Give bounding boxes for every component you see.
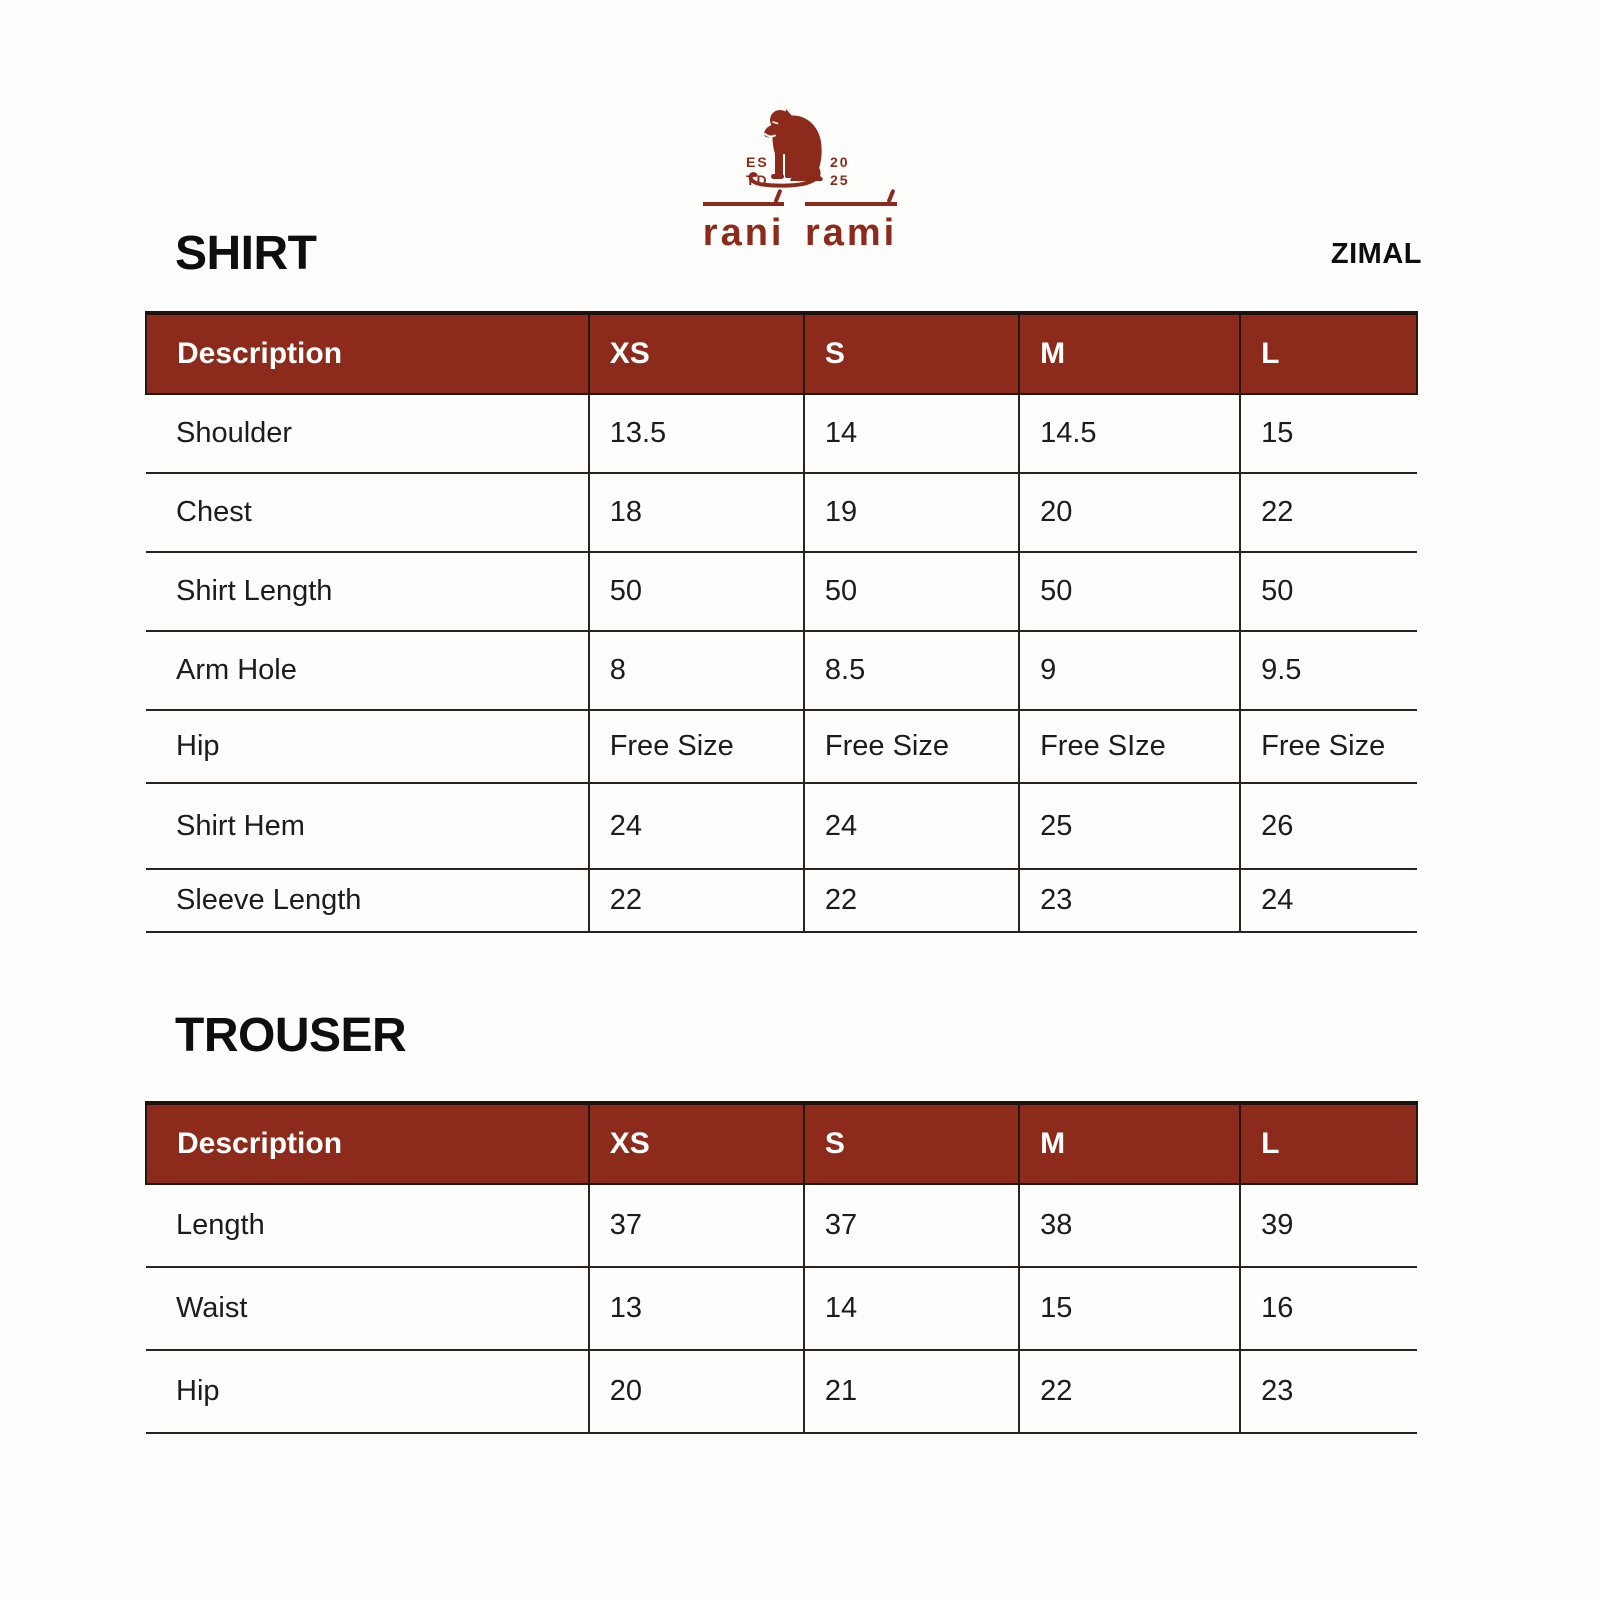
size-column-header: S: [804, 313, 1019, 394]
table-row: [146, 552, 1417, 631]
size-value: 15: [1019, 1267, 1240, 1350]
size-column-header: M: [1019, 1103, 1240, 1184]
size-value: 16: [1240, 1267, 1417, 1350]
size-value: 26: [1240, 783, 1417, 869]
size-value: Free Size: [804, 710, 1019, 783]
size-value: 13.5: [589, 394, 804, 473]
size-value: 50: [1240, 552, 1417, 631]
measurement-label: Shoulder: [146, 394, 589, 473]
size-value: 9.5: [1240, 631, 1417, 710]
size-value: 14.5: [1019, 394, 1240, 473]
table-row: [146, 473, 1417, 552]
size-value: 8: [589, 631, 804, 710]
measurement-label: Shirt Length: [146, 552, 589, 631]
size-column-header: L: [1240, 1103, 1417, 1184]
size-value: 50: [804, 552, 1019, 631]
size-value: Free Size: [589, 710, 804, 783]
size-value: 20: [1019, 473, 1240, 552]
size-value: 38: [1019, 1184, 1240, 1267]
table-row: [146, 1350, 1417, 1433]
table-row: [146, 869, 1417, 932]
size-value: 24: [804, 783, 1019, 869]
size-value: 14: [804, 1267, 1019, 1350]
size-value: 50: [589, 552, 804, 631]
size-value: 22: [1019, 1350, 1240, 1433]
size-value: 8.5: [804, 631, 1019, 710]
measurement-label: Hip: [146, 1350, 589, 1433]
size-value: 37: [804, 1184, 1019, 1267]
size-value: 22: [589, 869, 804, 932]
shirt-size-table: [145, 311, 1418, 933]
table-header-row: [146, 313, 1417, 394]
measurement-label: Waist: [146, 1267, 589, 1350]
trouser-size-table: [145, 1101, 1418, 1434]
size-value: Free SIze: [1019, 710, 1240, 783]
size-value: 23: [1019, 869, 1240, 932]
size-value: 20: [589, 1350, 804, 1433]
size-column-header: S: [804, 1103, 1019, 1184]
table-row: [146, 1267, 1417, 1350]
size-value: 39: [1240, 1184, 1417, 1267]
size-value: 50: [1019, 552, 1240, 631]
shirt-section-title: SHIRT: [175, 227, 317, 280]
estd-left-text: [746, 153, 769, 189]
measurement-label: Arm Hole: [146, 631, 589, 710]
measurement-label: Sleeve Length: [146, 869, 589, 932]
measurement-label: Shirt Hem: [146, 783, 589, 869]
estd-line: ES: [746, 154, 769, 170]
measurement-label: Length: [146, 1184, 589, 1267]
table-row: [146, 710, 1417, 783]
estd-line: 25: [830, 172, 850, 188]
brand-word-rani: rani: [703, 202, 785, 255]
table-row: [146, 783, 1417, 869]
size-value: 14: [804, 394, 1019, 473]
measurement-label: Hip: [146, 710, 589, 783]
table-row: [146, 394, 1417, 473]
size-value: 21: [804, 1350, 1019, 1433]
size-value: 18: [589, 473, 804, 552]
size-value: 23: [1240, 1350, 1417, 1433]
size-value: 22: [1240, 473, 1417, 552]
size-value: 24: [1240, 869, 1417, 932]
estd-right-text: [830, 153, 850, 189]
table-row: [146, 631, 1417, 710]
size-column-header: M: [1019, 313, 1240, 394]
size-value: Free Size: [1240, 710, 1417, 783]
table-header-row: [146, 1103, 1417, 1184]
description-column-header: Description: [146, 313, 589, 394]
size-value: 15: [1240, 394, 1417, 473]
estd-line: 20: [830, 154, 850, 170]
size-value: 22: [804, 869, 1019, 932]
size-value: 13: [589, 1267, 804, 1350]
description-column-header: Description: [146, 1103, 589, 1184]
estd-line: TD: [746, 172, 769, 188]
size-column-header: L: [1240, 313, 1417, 394]
table-row: [146, 1184, 1417, 1267]
style-name-label: ZIMAL: [1330, 238, 1422, 270]
size-value: 24: [589, 783, 804, 869]
size-column-header: XS: [589, 313, 804, 394]
size-value: 19: [804, 473, 1019, 552]
size-column-header: XS: [589, 1103, 804, 1184]
trouser-section-title: TROUSER: [175, 1009, 407, 1062]
measurement-label: Chest: [146, 473, 589, 552]
size-value: 25: [1019, 783, 1240, 869]
size-value: 9: [1019, 631, 1240, 710]
brand-word-rami: rami: [805, 202, 897, 255]
size-value: 37: [589, 1184, 804, 1267]
